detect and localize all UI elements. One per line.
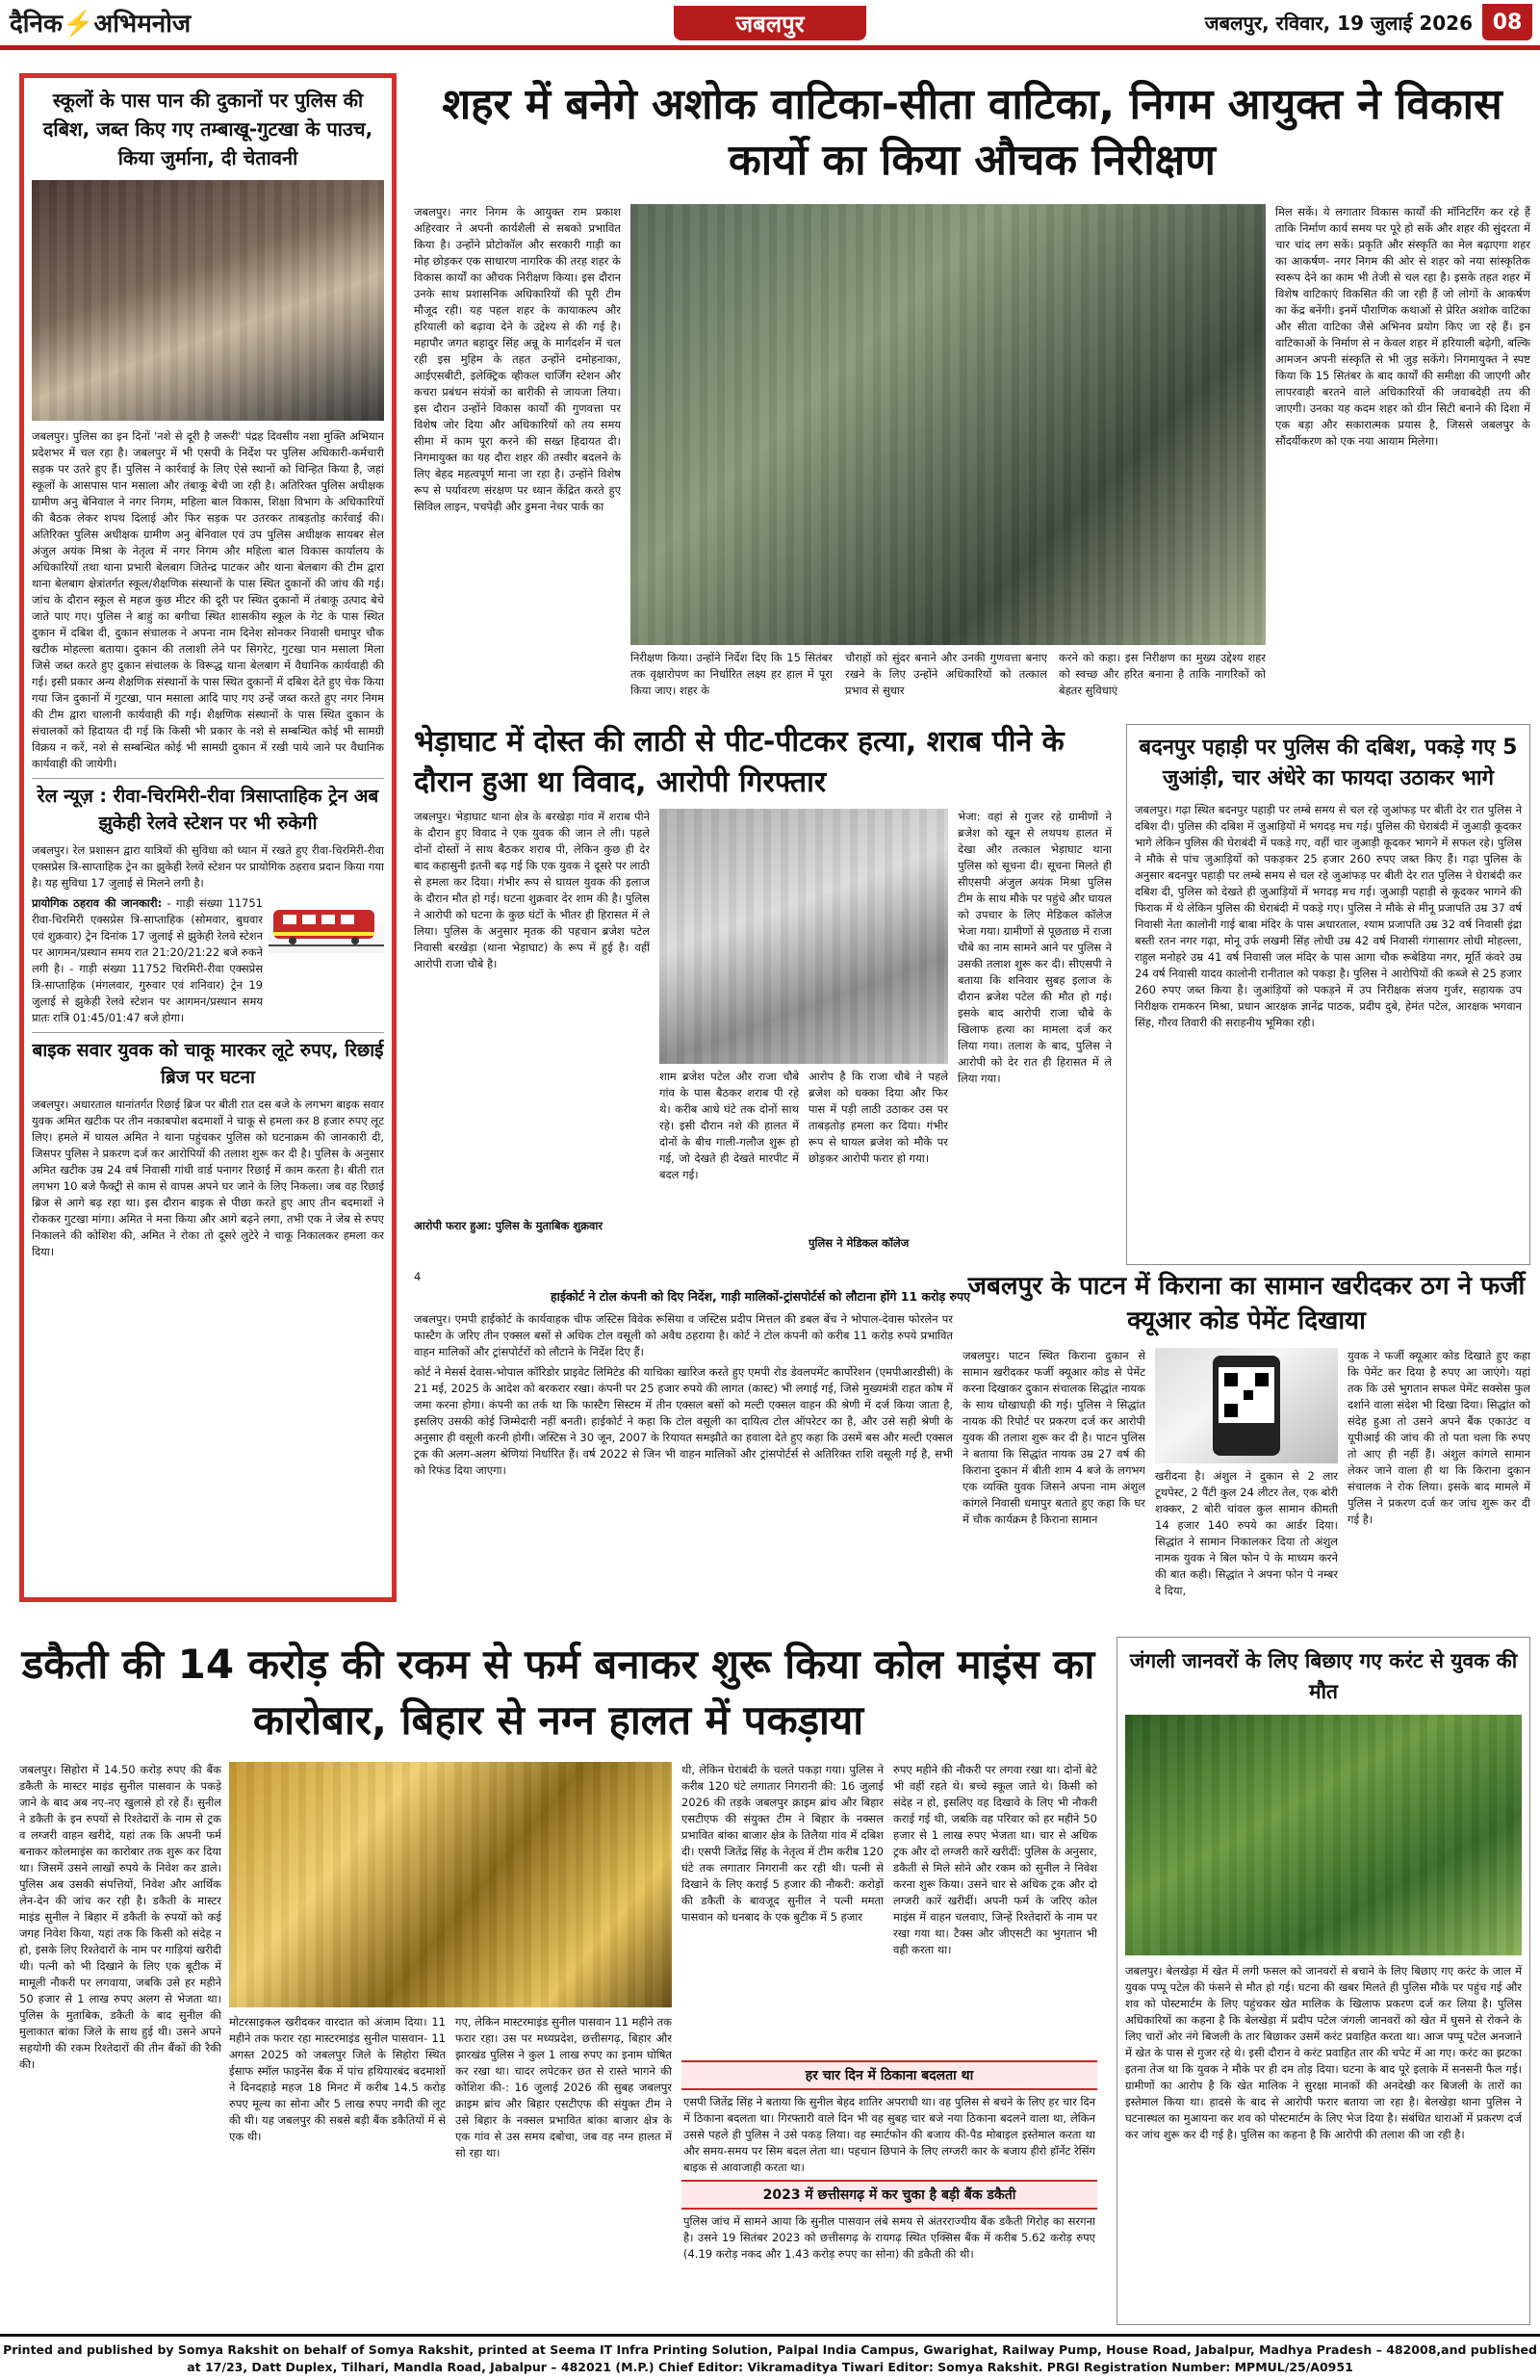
dateline: जबलपुर, रविवार, 19 जुलाई 2026 — [1204, 12, 1473, 35]
sidebar-box — [19, 73, 397, 1602]
rail-box-body: - गाड़ी संख्या 11751 रीवा-चिरमिरी एक्सप्रेस त्रि-साप्ताहिक (सोमवार, बुधवार एवं शुक्रवार) ट्रेन दिनांक 17 जुलाई से झुकेही रेलवे स्टेशन पर आगमन/प्रस्थान समय रात 21:20/21:22 बजे रुकने लगी है। - गाड़ी संख्या 11752 चिरमिरी-रीवा एक्सप्रेस त्रि-साप्ताहिक (मंगलवार, गुरुवार एवं शनिवार) ट्रेन 19 जुलाई से झुकेही रेलवे स्टेशन पर आगमन/प्रस्थान समय प्रातः रात्रि 01:45/01:47 बजे होगा। — [32, 896, 263, 1024]
dacoity-col2: मोटरसाइकल खरीदकर वारदात को अंजाम दिया। 11 महीने तक फरार रहा मास्टरमाइंड सुनील पासवान- 11 अगस्त 2025 को जबलपुर जिले के सिहोरा स्थित ईसाफ स्मॉल फाइनेंस बैंक में पांच हथियारबंद बदमाशों ने दिनदहाड़े महज 18 मिनट में करीब 14.5 करोड़ रुपए मूल्य का सोना और 5 लाख रुपए नगदी की लूट की थी। यह जबलपुर की सबसे बड़ी बैंक डकैतियों में से एक थी। — [229, 2015, 446, 2143]
patan-col2: खरीदना है। अंशुल ने दुकान से 2 लार टूथपेस्ट, 2 पैंटी कुल 24 लीटर तेल, एक बोरी शक्कर, 2 बोरी चांवल कुल सामान कीमती 14 हजार 140 रुपये का आर्डर दिया। सिद्धांत ने सामान निकालकर दिया तो अंशुल नामक युवक ने बिल फोन पे के माध्यम करने की बात कही। सिद्धांत ने अपना फोन पे नम्बर दे दिया, — [1155, 1469, 1338, 1597]
bhedaghat-col1: जबलपुर। भेड़ाघाट थाना क्षेत्र के बरखेड़ा गांव में शराब पीने के दौरान हुए विवाद ने एक युवक की जान ले ली। पहले दोनों दोस्तों ने साथ बैठकर शराब पी, लेकिन कुछ ही देर बाद कहासुनी इतनी बढ़ गई कि एक युवक ने दूसरे पर लाठी से हमला कर दिया। गंभीर रूप से घायल युवक की इलाज के दौरान मौत हो गई। घटना शुक्रवार देर शाम की है। पुलिस ने आरोपी को घटना के कुछ घंटों के भीतर ही हिरासत में ले लिया। पुलिस के अनुसार मृतक की पहचान ब्रजेश पटेल निवासी बरखेड़ा (थाना भेड़ाघाट) के रूप में हुई है। वहीं आरोपी राजा चौबे है। — [414, 810, 650, 970]
rail-box — [32, 895, 384, 1026]
sidebar-body: जबलपुर। पुलिस का इन दिनों 'नशे से दूरी है जरूरी' पंद्रह दिवसीय नशा मुक्ति अभियान प्रदेशभर में चल रहा है। जबलपुर में भी एसपी के निर्देश पर पुलिस अधिकारी-कर्मचारी सड़क पर उतरे हुए हैं। पुलिस ने कार्रवाई के लिए ऐसे स्थानों को चिन्हित किया है, जहां स्कूलों के आसपास पान मसाला और तंबाकू बेची जा रही है। अतिरिक्त पुलिस अधीक्षक ग्रामीण अनु बेनिवाल ने नगर निगम, महिला बाल विकास, शिक्षा विभाग के अधिकारियों की बैठक लेकर शपथ दिलाई और फिर सड़क पर उतरकर ताबड़तोड़ कार्रवाई की। अतिरिक्त पुलिस अधीक्षक ग्रामीण अनु बेनिवाल एवं उप पुलिस अधीक्षक सायबर सेल अंजुल अयंक मिश्रा के नेतृत्व में नगर निगम और महिला बाल विकास कार्यालय के अधिकारियों तथा थाना प्रभारी बेलबाग जितेन्द्र पाटकर और थाना बेलबाग की टीम द्वारा थाना बेलबाग क्षेत्रांतर्गत स्कूल/शैक्षणिक संस्थानों के पास स्थित दुकानों की जांच की गई। जांच के दौरान स्कूल से महज कुछ मीटर की दूरी पर स्थित दुकानों में तंबाकू उत्पाद बेचे जाते पाए गए। पुलिस ने बाहुं का बगीचा स्थित शासकीय स्कूल के गेट के पास स्थित दुकान में दबिश दी, दुकान संचालक ने अपना नाम दिनेश सोनकर निवासी धमापुर चौक खटीक मोहल्ला बताया। दुकान की तलाशी लेने पर सिगरेट, गुटखा पान मसाला मिला जिसे जब्त करते हुए दुकान संचालक के विरूद्ध थाना बेलबाग में वैधानिक कार्यवाही की गई। इसी प्रकार अन्य शैक्षणिक संस्थानों के पास स्थित दुकानों में दबिश देते हुए चेक किया गया जिन दुकानों में गुटखा, पान मसाला आदि पाए गए उन्हें जब्त करते हुए नगर निगम की टीम द्वारा चालानी कार्यवाही की गई। शैक्षणिक संस्थानों के पास स्थित दुकान के संचालकों को हिदायत दी गई कि किसी भी प्रकार के नशे से सम्बन्धित कोई भी सामग्री विक्रय न करें, नशे से सम्बन्धित कोई भी सामग्री दुकान में रखी पाये जाने पर वैधानिक कार्यवाही की जायेगी। — [32, 429, 384, 770]
logo-part2: अभिमनोज — [93, 10, 192, 39]
strip1-heading: हर चार दिन में ठिकाना बदलता था — [681, 2060, 1097, 2090]
dacoity-col4: थी, लेकिन घेराबंदी के चलते पकड़ा गया। पुलिस ने करीब 120 घंटे लगातार निगरानी की: 16 जुलाई 2026 की तड़के जबलपुर क्राइम ब्रांच और बिहार एसटीएफ की संयुक्त टीम ने बिहार के नक्सल प्रभावित बांका बाजार क्षेत्र के तिलैया गांव में दबिश दी। एसपी जितेंद्र सिंह के नेतृत्व में टीम करीब 120 घंटे तक लगातार निगरानी कर रही थी। पत्नी से दिखाने के लिए कराई 5 हजार की नौकरी: करोड़ों की डकैती के बावजूद सुनील ने पत्नी ममता पासवान को धनबाद के एक बुटीक में 5 हजार — [681, 1763, 884, 1924]
patan-col1: जबलपुर। पाटन स्थित किराना दुकान से सामान खरीदकर फर्जी क्यूआर कोड से पेमेंट करना दिखाकर दुकान संचालक सिद्धांत नायक के साथ धोखाधड़ी की गई। पुलिस ने सिद्धांत नायक की रिपोर्ट पर प्रकरण दर्ज कर आरोपी युवक की तलाश शुरू कर दी है। पाटन पुलिस ने बताया कि सिद्धांत नायक उम्र 27 वर्ष की किराना दुकान में बीती शाम 4 बजे के लगभग एक व्यक्ति युवक जिसने अपना नाम अंशुल कांगले निवासी धमापुर बताते हुए कहा कि घर में चौक कार्यक्रम है किराना सामान — [962, 1349, 1145, 1526]
strip2-body: पुलिस जांच में सामने आया कि सुनील पासवान लंबे समय से अंतरराज्यीय बैंक डकैती गिरोह का सरगना है। उसने 19 सितंबर 2023 को छत्तीसगढ़ के रायगढ़ स्थित एक्सिस बैंक में करीब 5.62 करोड़ रुपए (4.19 करोड़ नकद और 1.43 करोड़ रुपए का सोना) की डकैती की थी। — [683, 2214, 1095, 2261]
highcourt-body — [414, 1311, 953, 1600]
rail-headline: रेल न्यूज़ : रीवा-चिरमिरी-रीवा त्रिसाप्ताहिक ट्रेन अब झुकेही रेलवे स्टेशन पर भी रुकेगी — [32, 778, 384, 837]
lead-under1: निरीक्षण किया। उन्होंने निर्देश दिए कि 15 सितंबर तक वृक्षारोपण का निर्धारित लक्ष्य हर हाल में पूरा किया जाए। शहर के — [630, 651, 833, 697]
patan-headline: जबलपुर के पाटन में किराना का सामान खरीदकर ठग ने फर्जी क्यूआर कोड पेमेंट दिखाया — [967, 1272, 1526, 1335]
strip2-heading: 2023 में छत्तीसगढ़ में कर चुका है बड़ी बैंक डकैती — [681, 2180, 1097, 2210]
logo-part1: दैनिक — [10, 10, 63, 39]
dacoity-col3: गए, लेकिन मास्टरमाइंड सुनील पासवान 11 महीने तक फरार रहा। उस पर मध्यप्रदेश, छत्तीसगढ़, बिहार और झारखंड पुलिस ने कुल 1 लाख रुपए का इनाम घोषित कर रखा था। चादर लपेटकर छत से रास्ते भागने की कोशिश की-: 16 जुलाई 2026 की सुबह जबलपुर क्राइम ब्रांच और बिहार एसटीएफ की संयुक्त टीम ने उसे बिहार के नक्सल प्रभावित बांका बाजार क्षेत्र के एक गांव से उस समय दबोचा, जब वह नग्न हालत में सो रहा था। — [455, 2015, 672, 2160]
field-photo — [1125, 1715, 1522, 1955]
qr-phone-photo — [1155, 1348, 1338, 1463]
badanpur-box — [1126, 724, 1530, 1265]
dacoity-headline: डकैती की 14 करोड़ की रकम से फर्म बनाकर शुरू किया कोल माइंस का कारोबार, बिहार से नग्न हालत में पकड़ाया — [21, 1641, 1095, 1744]
badanpur-headline: बदनपुर पहाड़ी पर पुलिस की दबिश, पकड़े गए 5 जुआंड़ी, चार अंधेरे का फायदा उठाकर भागे — [1139, 736, 1518, 790]
lead-headline: शहर में बनेगे अशोक वाटिका-सीता वाटिका, निगम आयुक्त ने विकास कार्यो का किया औचक निरीक्षण — [442, 80, 1502, 185]
wild-headline: जंगली जानवरों के लिए बिछाए गए करंट से युवक की मौत — [1129, 1649, 1518, 1703]
strip1-body: एसपी जितेंद्र सिंह ने बताया कि सुनील बेहद शातिर अपराधी था। वह पुलिस से बचने के लिए हर चार दिन में ठिकाना बदलता था। गिरफ्तारी वाले दिन भी वह सुबह चार बजे नया ठिकाना बदलने वाला था, लेकिन उससे पहले ही पुलिस ने उसे पकड़ लिया। वह स्मार्टफोन की बजाय की-पैड मोबाइल इस्तेमाल करता था और समय-समय पर सिम बदल लेता था। पहचान छिपाने के लिए लग्जरी कार के बजाय हीरो हॉर्नेट रेसिंग बाइक से आवाजाही करता था। — [683, 2095, 1095, 2174]
page-number: 08 — [1482, 4, 1532, 40]
rail-box-title: प्रायोगिक ठहराव की जानकारी: — [32, 896, 163, 910]
rail-body: जबलपुर। रेल प्रशासन द्वारा यात्रियों की सुविधा को ध्यान में रखते हुए रीवा-चिरमिरी-रीवा एक्सप्रेस त्रि-साप्ताहिक ट्रेन का झुकेही रेलवे स्टेशन पर प्रायोगिक ठहराव प्रदान किया गया है। यह सुविधा 17 जुलाई से मिलने लगी है। — [32, 843, 384, 890]
wild-body: जबलपुर। बेलखेड़ा में खेत में लगी फसल को जानवरों से बचाने के लिए बिछाए गए करंट के जाल में युवक पप्पू पटेल की फंसने से मौत हो गई। घटना की खबर मिलते ही पुलिस मौके पर पहुंच गई और शव को पोस्टमार्टम के लिए पहुंचकर खेत मालिक के खिलाफ प्रकरण दर्ज कर लिया है। पुलिस अधिकारियों का कहना है कि बेलखेड़ा में प्रदीप पटेल जंगली जानवरों को खेत में घुसने से रोकने के लिए चारों ओर नंगे बिजली के तार बिछाकर उसमें करंट प्रवाहित करता था। आज पप्पू पटेल अनजाने में खेत के पास से गुजर रहे थे। इसी दौरान वे करंट प्रवाहित तार की चपेट में आ गए। करंट का झटका इतना तेज था कि युवक ने मौके पर ही दम तोड़ दिया। घटना के बाद पूरे इलाके में सनसनी फैल गई। ग्रामीणों का आरोप है कि खेत मालिक ने सुरक्षा मानकों की अनदेखी कर बिजली के तारों का इस्तेमाल किया था। हादसे के बाद से आरोपी फरार बताया जा रहा है। बेलखेड़ा थाना पुलिस ने घटनास्थल का मुआयना कर शव को पोस्टमार्टम के लिए भेज दिया है। संबंधित धाराओं में प्रकरण दर्ज कर जांच शुरू कर दी गई है। पुलिस का कहना है कि आरोपी की तलाश की जा रही है। — [1125, 1964, 1522, 2141]
highcourt-para2: कोर्ट ने मेसर्स देवास-भोपाल कॉरिडोर प्राइवेट लिमिटेड की याचिका खारिज करते हुए एमपी रोड डेवलपमेंट कार्पोरेशन (एमपीआरडीसी) के 21 मई, 2025 के आदेश को बरकरार रखा। कंपनी पर 25 हजार रुपये की लागत (कास्ट) भी लगाई गई, जिसे मुख्यमंत्री राहत कोष में जमा करना होगा। कंपनी का तर्क था कि फास्टैग सिस्टम में तीन एक्सल बसों को मल्टी एक्सल वाहन की श्रेणी में दर्ज किया जाता है, इसलिए उसकी कोई जिम्मेदारी नहीं बनती। हाईकोर्ट ने कहा कि टोल वसूली का दायित्व टोल ऑपरेटर का है, और उसे सही श्रेणी के अनुसार ही वसूली करनी होगी। जस्टिस ने 30 जून, 2007 के रियायत समझौते का हवाला देते हुए कहा कि उसमें बस और मल्टी एक्सल ट्रक की अलग-अलग श्रेणियां निर्धारित हैं। वर्ष 2022 से जिन भी वाहन मालिकों और ट्रांसपोर्टर्स से अतिरिक्त राशि वसूली गई है, सभी को रिफंड दिया जाएगा। — [414, 1365, 953, 1477]
badanpur-body: जबलपुर। गढ़ा स्थित बदनपुर पहाड़ी पर लम्बे समय से चल रहे जुआंफड़ पर बीती देर रात पुलिस ने दबिश दी। पुलिस की दबिश में जुआड़ियों में भगदड़ मच गई। पुलिस की घेराबंदी में जुआड़ी कूदकर भागे लेकिन पुलिस की घेराबंदी में पकड़े गए, वहीं चार जुआड़ी कूदकर भागने में सफल रहे। पुलिस ने मौके से पांच जुआड़ियों को पकड़कर 25 हजार 260 रुपए जब्त किए हैं। गढ़ा पुलिस के अनुसार बदनपुर पहाड़ी पर लम्बे समय से चल रहे जुआंफड़ पर बीती देर रात पुलिस ने घेराबंदी कर दबिश दी, पुलिस को देखते ही जुआड़ियों में भगदड़ मच गई। जुआड़ी पहाड़ी से कूदकर भागने की फिराक में थे लेकिन पुलिस की घेराबंदी में पकड़े गए। पुलिस ने मौके से मीनू प्रजापति उम्र 37 वर्ष निवासी नेता कालोनी गाई बाबा मंदिर के पास अधारताल, श्याम प्रजापति उम्र 32 वर्ष निवासी इंद्रा बस्ती रतन नगर गढ़ा, मोनू उर्फ लखमी सिंह लोधी उम्र 42 वर्ष निवासी गंगासागर लोधी मोहल्ला, राहुल मनोहरे उम्र 41 वर्ष निवासी जल मंदिर के पास आगा चौक रूबेडिया नगर, मूर्ति कंवरे उम्र 24 वर्ष निवासी यादव कालोनी रानीताल को पकड़ा है। पुलिस ने आरोपियों की कब्जे से 25 हजार 260 रुपए जब्त किया है। जुआंड़ियों को पकड़ने में उप निरीक्षक संजय गुर्जर, सहायक उप निरीक्षक रामकरन मिश्रा, प्रधान आरक्षक ज्ञानेंद्र पाठक, प्रदीप दुबे, हेमंत पटेल, आरक्षक भगवान सिंह, गौरव तिवारी की सराहनीय भूमिका रही। — [1135, 803, 1522, 1029]
lead-col1: जबलपुर। नगर निगम के आयुक्त राम प्रकाश अहिरवार ने अपनी कार्यशैली से सबको प्रभावित किया है। उन्होंने प्रोटोकॉल और सरकारी गाड़ी का मोह छोड़कर एक साधारण नागरिक की तरह शहर के विकास कार्यों का औचक निरीक्षण किया। इस दौरान उनके साथ प्रशासनिक अधिकारियों की पूरी टीम मौजूद रही। यह पहल शहर के कायाकल्प और हरियाली को बढ़ावा देने के उद्देश्य से की गई है। महापौर जगत बहादुर सिंह अन्नू के मार्गदर्शन में चल रही इस मुहिम के तहत उन्होंने दमोहनाका, आईएसबीटी, इलेक्ट्रिक व्हीकल चार्जिंग स्टेशन और कचरा प्रबंधन संयंत्रों का बारीकी से जायजा लिया। इस दौरान उन्होंने विकास कार्यों की गुणवत्ता पर विशेष जोर दिया और अधिकारियों को तय समय सीमा में काम पूरा करने की सख्त हिदायत दी। निगमायुक्त का यह दौरा शहर की तस्वीर बदलने के लिए बेहद महत्वपूर्ण माना जा रहा है। उन्होंने विशेष रूप से पर्यावरण संरक्षण पर ध्यान केंद्रित करते हुए सिविल लाइन, पचपेढ़ी और डुमना नेचर पार्क का — [414, 205, 621, 513]
patan-col3: युवक ने फर्जी क्यूआर कोड दिखाते हुए कहा कि पेमेंट कर दिया है रुपए आ जाएंगे। यहां तक कि उसे भुगतान सफल पेमेंट सक्सेस फुल दर्शाने वाला संदेश भी दिखा दिया। सिद्धांत को संदेह हुआ तो उसने अपने बैंक एकाउंट व यूपीआई की जांच की तो पता चला कि रुपए तो आए ही नहीं हैं। अंशुल कांगले सामान लेकर जाने वाला ही था कि किराना दुकान संचालक ने रोक लिया। इसके बाद मामले में पुलिस ने प्रकरण दर्ज कर जांच शुरू कर दी गई है। — [1348, 1349, 1530, 1526]
bhedaghat-under1: शाम ब्रजेश पटेल और राजा चौबे गांव के पास बैठकर शराब पी रहे थे। करीब आधे घंटे तक दोनों साथ रहे। इसी दौरान नशे की हालत में दोनों के बीच गाली-गलौज शुरू हो गई, जो देखते ही देखते मारपीट में बदल गई। — [659, 1070, 799, 1181]
highcourt-headline: हाईकोर्ट ने टोल कंपनी को दिए निर्देश, गाड़ी मालिकों-ट्रांसपोर्टर्स को लौटाना होंगे 11 करोड़ रुपए — [550, 1289, 970, 1304]
bhedaghat-col3: भेजा: वहां से गुजर रहे ग्रामीणों ने ब्रजेश को खून से लथपथ हालत में देखा और तत्काल भेड़ाघाट थाना पुलिस को सूचना दी। सूचना मिलते ही सीएसपी अंजुल अयंक मिश्रा पुलिस टीम के साथ मौके पर पहुंचे और घायल को उपचार के लिए मेडिकल कॉलेज भेजा गया। ग्रामीणों से पूछताछ में राजा चौबे का नाम सामने आने पर पुलिस ने उसकी तलाश शुरू कर दी। सीएसपी ने बताया कि शनिवार सुबह इलाज के दौरान ब्रजेश पटेल की मौत हो गई। इसके बाद आरोपी राजा चौबे के खिलाफ हत्या का मामला दर्ज कर लिया गया। तलाश के बाद, पुलिस ने आरोपी को देर रात ही हिरासत में ले लिया गया। — [958, 810, 1112, 1085]
dacoity-strips — [681, 2060, 1097, 2266]
masthead-rule — [0, 45, 1540, 50]
dacoity-col1: जबलपुर। सिहोरा में 14.50 करोड़ रुपए की बैंक डकैती के मास्टर माइंड सुनील पासवान के पकड़े जाने के बाद अब नए-नए खुलासे हो रहे हैं। सुनील ने डकैती के इन रुपयों से रिश्तेदारों के नाम से ट्रक व लग्जरी वाहन खरीदे, यहां तक कि अपनी फर्म बनाकर कोलमाइंस का कारोबार तक शुरू कर दिया था। जिसमें उसने लाखों रुपये के निवेश कर डाले। पुलिस अब उसकी संपत्तियों, निवेश और आर्थिक लेन-देन की जांच कर रही है। डकैती के मास्टर माइंड सुनील ने बिहार में डकैती के रुपयों को कई जगह निवेश किया, यहां तक कि किसी को संदेह न हो, इसके लिए रिश्तेदारों के नाम पर गाड़ियां खरीदी थी। पत्नी को भी दिखाने के लिए एक बूटीक में मामूली नौकरी पर लगवाया, जबकि उसे हर महीने 50 हजार से 1 लाख रुपए अलग से भेजता था। पुलिस के मुताबिक, डकैती के बाद सुनील की मुलाकात बांका जिले के साथ हुई थी। उसने अपने सहयोगी की रकम रिश्तेदारों की तीन बैंकों की रैकी की। — [19, 1763, 221, 2071]
bhedaghat-headline: भेड़ाघाट में दोस्त की लाठी से पीट-पीटकर हत्या, शराब पीने के दौरान हुआ था विवाद, आरोपी गिरफ्तार — [414, 725, 1065, 799]
lead-under2: चौराहों को सुंदर बनाने और उनकी गुणवत्ता बनाए रखने के लिए उन्होंने अधिकारियों को तत्काल प्रभाव से सुधार — [845, 651, 1047, 697]
bhedaghat-caption: पुलिस ने मेडिकल कॉलेज — [808, 1236, 910, 1250]
bike-headline: बाइक सवार युवक को चाकू मारकर लूटे रुपए, रिछाई ब्रिज पर घटना — [32, 1032, 384, 1091]
bike-body: जबलपुर। अधारताल थानांतर्गत रिछाई ब्रिज पर बीती रात दस बजे के लगभग बाइक सवार युवक अमित खटीक पर तीन नकाबपोश बदमाशों ने चाकू से हमला कर 8 हजार रुपए लूट लिए। हमले में घायल अमित ने थाना पहुंचकर पुलिस को घटनाक्रम की जानकारी दी, जिसपर पुलिस ने प्रकरण दर्ज कर आरोपियों की तलाश शुरू कर दी है। पुलिस के अनुसार अमित खटीक उम्र 24 वर्ष निवासी गांधी वार्ड पनागर रिछाई में काम करता है। बीती रात लगभग 10 बजे फैक्ट्री से काम से वापस अपने घर जाने के लिए निकला। जब वह रिछाई ब्रिज से आगे बढ़ रहा था। इस दौरान बाइक से पीछा करते हुए आए तीन बदमाशों ने रोककर गुटखा मांगा। अमित ने मना किया और आगे बढ़ने लगा, तभी एक ने जेब से रुपए निकालने की कोशिश की, अमित ने रोका तो दूसरे लुटेरे ने चाकू निकालकर हमला कर दिया। — [32, 1098, 384, 1258]
lead-under3: करने को कहा। इस निरीक्षण का मुख्य उद्देश्य शहर को स्वच्छ और हरित बनाना है ताकि नागरिकों को बेहतर सुविधाएं — [1059, 651, 1266, 697]
lead-col3: मिल सकें। ये लगातार विकास कार्यों की मॉनिटरिंग कर रहे हैं ताकि निर्माण कार्य समय पर पूरे हो सकें और शहर की सुंदरता में चार चांद लग सकें। प्रकृति और संस्कृति का मेल बढ़ाएगा शहर का आकर्षण- नगर निगम की ओर से शहर को नया सांस्कृतिक स्वरूप देने का काम भी तेजी से चल रहा है। इसके तहत शहर में विशेष वाटिकाएं विकसित की जा रही हैं जो लोगों के आकर्षण का केंद्र बनेंगी। इनमें पौराणिक कथाओं से प्रेरित अशोक वाटिका और सीता वाटिका जैसे अभिनव प्रयोग किए जा रहे हैं। इन वाटिकाओं के निर्माण से न केवल शहर में हरियाली बढ़ेगी, बल्कि आमजन अपनी संस्कृति से भी जुड़ सकेंगे। निगमायुक्त ने स्पष्ट किया कि 15 सितंबर के बाद कार्यों की समीक्षा की जाएगी और लापरवाही बरतने वाले अधिकारियों की जवाबदेही तय की जाएगी। उनका यह कदम शहर को ग्रीन सिटी बनाने की दिशा में एक बड़ा और सकारात्मक प्रयास है, जिससे जबलपुर के सौंदर्यीकरण को एक नया आयाम मिलेगा। — [1275, 205, 1530, 448]
bhedaghat-photo — [659, 809, 948, 1064]
highcourt-number: 4 — [414, 1270, 422, 1283]
bhedaghat-under2: आरोप है कि राजा चौबे ने पहले ब्रजेश को धक्का दिया और फिर पास में पड़ी लाठी उठाकर उस पर ताबड़तोड़ हमला कर दिया। गंभीर रूप से घायल ब्रजेश को मौके पर छोड़कर आरोपी फरार हो गया। — [808, 1070, 948, 1165]
bhedaghat-col1b: आरोपी फरार हुआ: पुलिस के मुताबिक शुक्रवार — [414, 1219, 603, 1232]
imprint-footer: Printed and published by Somya Rakshit on behalf of Somya Rakshit, printed at Seema IT Infra Printing Solution, Palpal India Campus, Gwarighat, Railway Pump, House Road, Jabalpur, Madhya Pradesh – 482008,and published at 17/23, Datt Duplex, Tilhari, Mandla Road, Jabalpur – 482021 (M.P.) Chief Editor: Vikramaditya Tiwari Editor: Somya Rakshit. PRGI Registration Number: MPMUL/25/A0951 — [0, 2334, 1540, 2380]
lightning-icon: ⚡ — [62, 10, 94, 39]
newspaper-logo — [10, 5, 327, 39]
train-icon — [269, 895, 384, 953]
sidebar-headline: स्कूलों के पास पान की दुकानों पर पुलिस की दबिश, जब्त किए गए तम्बाखू-गुटखा के पाउच, किया जुर्माना, दी चेतावनी — [42, 89, 373, 169]
lead-photo — [630, 204, 1266, 645]
dacoity-col5: रुपए महीने की नौकरी पर लगवा रखा था। दोनों बेटे भी वहीं रहते थे। बच्चे स्कूल जाते थे। किसी को संदेह न हो, इसलिए वह दिखावे के लिए भी नौकरी कराई गई थी, जबकि वह परिवार को हर महीने 50 हजार से 1 लाख रुपए भेजता था। चार से अधिक ट्रक और दो लग्जरी कारें खरीदीं: पुलिस के अनुसार, डकैती से मिले सोने और रकम को सुनील ने निवेश करना शुरू किया। उसने चार से अधिक ट्रक और दो लग्जरी कारें खरीदीं। अपनी फर्म के जरिए कोल माइंस में वाहन चलवाए, जिन्हें रिश्तेदारों के नाम पर रखा गया था। टैक्स और जीएसटी का भुगतान भी वही करता था। — [893, 1763, 1097, 1956]
gold-photo — [229, 1762, 672, 2007]
sidebar-photo — [32, 180, 384, 421]
wild-box — [1116, 1637, 1530, 2325]
highcourt-para1: जबलपुर। एमपी हाईकोर्ट के कार्यवाहक चीफ जस्टिस विवेक रूसिया व जस्टिस प्रदीप मित्तल की डबल बेंच ने भोपाल-देवास फोरलेन पर फास्टैग के जरिए तीन एक्सल बसों से अधिक टोल वसूली को अवैध ठहराया है। कोर्ट ने टोल कंपनी को करीब 11 करोड़ रुपये प्रभावित वाहन मालिकों और ट्रांसपोर्टरों को लौटाने के निर्देश दिए हैं। — [414, 1312, 953, 1358]
city-tab: जबलपुर — [674, 6, 866, 40]
